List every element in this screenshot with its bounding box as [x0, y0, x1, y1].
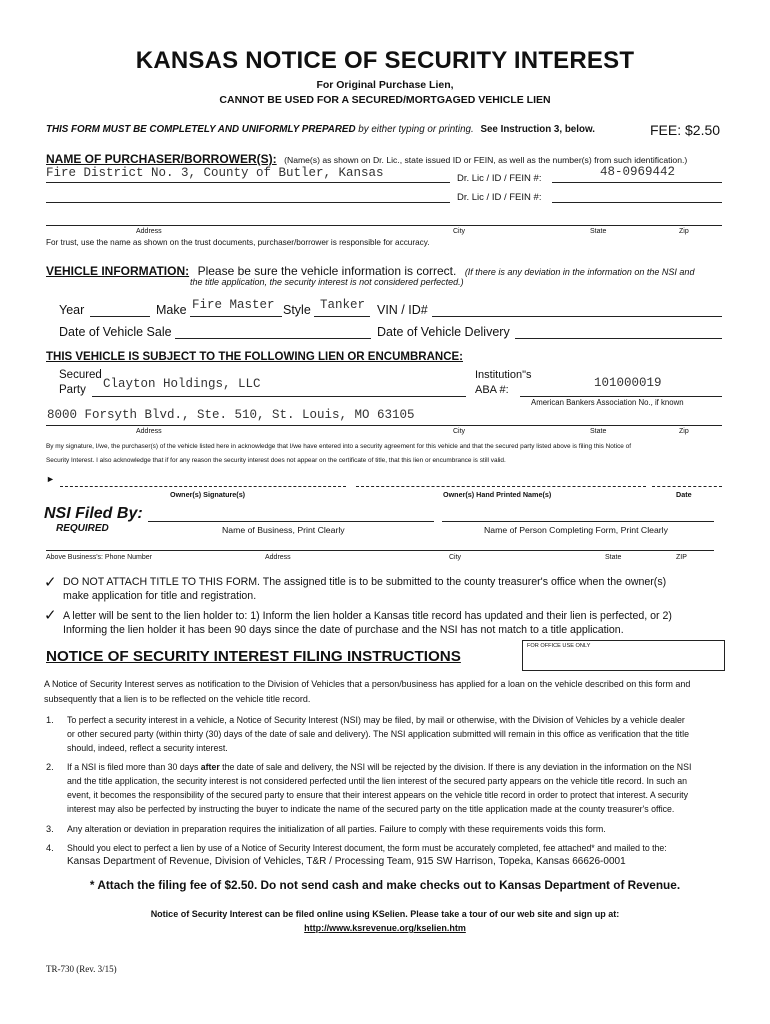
office-use-box: [522, 640, 725, 671]
fee-note: * Attach the filing fee of $2.50. Do not send cash and make checks out to Kansas Department of Revenue.: [89, 878, 681, 892]
check-item-2-line-2: Informing the lien holder it has been 90 days since the date of purchase and the NSI has not match to a title application.: [63, 624, 624, 636]
item-2-number: 2.: [46, 762, 54, 772]
make-value[interactable]: Fire Master: [192, 298, 275, 312]
purchaser-heading-note: (Name(s) as shown on Dr. Lic., state issued ID or FEIN, as well as the number(s) from such identification.): [284, 155, 688, 165]
purchaser-name-1-line: [46, 182, 450, 183]
owner-date-field[interactable]: [652, 486, 722, 487]
item-4-number: 4.: [46, 843, 54, 853]
owner-signature-label: Owner(s) Signature(s): [170, 490, 246, 499]
item-4-line-2: Kansas Department of Revenue, Division of Vehicles, T&R / Processing Team, 915 SW Harrison, Topeka, Kansas 66626-0001: [67, 856, 626, 867]
item-2-line-1b: after: [200, 762, 220, 772]
vehicle-warning-1: (If there is any deviation in the information on the NSI and: [464, 267, 695, 277]
signature-arrow-icon: ►: [46, 474, 55, 484]
business-contact-line[interactable]: [46, 550, 714, 551]
instructions-heading: NOTICE OF SECURITY INTEREST FILING INSTRUCTIONS: [46, 648, 461, 665]
check-item-2-line-1: A letter will be sent to the lien holder to: 1) Inform the lien holder a Kansas title record has updated and their lien is perfected, or 2): [63, 610, 672, 622]
purchaser-state-label: State: [590, 228, 607, 235]
office-use-label: FOR OFFICE USE ONLY: [527, 643, 591, 649]
nsi-filed-title: NSI Filed By:: [44, 505, 143, 522]
secured-party-line: [92, 396, 466, 397]
item-2-line-1c: the date of sale and delivery, the NSI will be rejected by the division. If there is any deviation in the information on the NSI: [222, 762, 692, 772]
business-state-label: State: [605, 554, 622, 561]
item-2-line-3: event, it becomes the responsibility of the secured party to ensure that their interest appears on the vehicle title record in order to protect that interest. A security: [67, 790, 689, 800]
date-sale-field[interactable]: [175, 338, 371, 339]
vehicle-warning-2: the title application, the security interest is not considered perfected.): [190, 277, 464, 287]
instructions-intro-2: subsequently that a lien is to be reflected on the vehicle title record.: [44, 694, 311, 704]
ack-line-2: Security Interest. I also acknowledge that if for any reason the security interest does not appear on the certificate of title, that this lien or encumbrance is still valid.: [46, 457, 506, 464]
person-name-label: [484, 525, 668, 535]
form-subtitle-2: CANNOT BE USED FOR A SECURED/MORTGAGED VEHICLE LIEN: [219, 94, 551, 106]
item-4-line-1: Should you elect to perfect a lien by use of a Notice of Security Interest document, the form must be accurately completed, fee attached* and mailed to the:: [67, 843, 667, 853]
aba-line: [520, 396, 722, 397]
instruction-reference: See Instruction 3, below.: [480, 124, 595, 135]
preparation-notice-bold: THIS FORM MUST BE COMPLETELY AND UNIFORMLY PREPARED: [46, 124, 356, 135]
secured-party-label-1: Secured: [59, 369, 102, 381]
check-item-1-line-1: DO NOT ATTACH TITLE TO THIS FORM. The assigned title is to be submitted to the county treasurer's office when the owner(s): [63, 576, 667, 588]
purchaser-heading: NAME OF PURCHASER/BORROWER(S):: [46, 152, 277, 166]
person-name-label-text: Name of Person Completing Form, Print Clearly: [484, 525, 668, 535]
item-1-line-1: To perfect a security interest in a vehicle, a Notice of Security Interest (NSI) may be filed, by mail or otherwise, with the Division of Vehicles by a vehicle dealer: [67, 715, 685, 725]
check-item-1-line-2: make application for title and registration.: [63, 590, 257, 602]
purchaser-name-2-line[interactable]: [46, 202, 450, 203]
purchaser-address-line[interactable]: [46, 225, 722, 226]
item-2-line-2: and the title application, the security interest is not considered perfected until the lien interest of the secured party appears on the vehicle title record. In such an: [67, 776, 688, 786]
date-sale-label: Date of Vehicle Sale: [59, 325, 172, 339]
aba-value[interactable]: 101000019: [594, 376, 662, 390]
purchaser-id-label-1: Dr. Lic / ID / FEIN #:: [457, 173, 542, 184]
preparation-notice: [46, 124, 595, 135]
institution-label-1: Institution"s: [475, 369, 532, 381]
purchaser-id-1-line: [552, 182, 722, 183]
owner-date-label: Date: [676, 490, 692, 499]
purchaser-address-label: Address: [136, 228, 162, 235]
item-3-text: Any alteration or deviation in preparation requires the initialization of all parties. Failure to comply with these requirements voids this form.: [67, 824, 606, 834]
secured-party-value[interactable]: Clayton Holdings, LLC: [103, 377, 261, 391]
purchaser-zip-label: Zip: [679, 228, 689, 235]
business-address-label: Address: [265, 554, 291, 561]
item-2-line-1: [67, 760, 691, 775]
lienholder-address-value[interactable]: 8000 Forsyth Blvd., Ste. 510, St. Louis, MO 63105: [47, 408, 415, 422]
make-line: [190, 316, 282, 317]
form-id: TR-730 (Rev. 3/15): [46, 964, 117, 974]
vehicle-text: Please be sure the vehicle information is correct.: [197, 264, 457, 278]
business-name-label: [222, 525, 345, 535]
phone-label: Above Business's: Phone Number: [46, 554, 153, 561]
form-subtitle-1: For Original Purchase Lien,: [316, 79, 454, 91]
secured-party-label-2: Party: [59, 384, 86, 396]
institution-label-2: ABA #:: [475, 384, 509, 396]
item-1-line-2: or other secured party (within thirty (30) days of the date of sale and delivery). The NSI application submitted will remain in this office as verification that the title: [67, 729, 689, 739]
preparation-notice-italic: by either typing or printing.: [358, 124, 474, 135]
lien-city-label: City: [453, 428, 466, 435]
lien-address-label: Address: [136, 428, 162, 435]
owner-signature-field[interactable]: [60, 486, 346, 487]
business-city-label: City: [449, 554, 462, 561]
vin-label: VIN / ID#: [377, 303, 428, 317]
aba-note: American Bankers Association No., if known: [531, 398, 684, 407]
style-label: Style: [283, 303, 311, 317]
vin-field[interactable]: [432, 316, 722, 317]
online-note-1: Notice of Security Interest can be filed online using KSelien. Please take a tour of our web site and sign up at:: [150, 909, 620, 919]
purchaser-city-label: City: [453, 228, 466, 235]
year-field[interactable]: [90, 316, 150, 317]
nsi-required-label: REQUIRED: [56, 523, 109, 534]
ack-line-1: By my signature, I/we, the purchaser(s) of the vehicle listed here in acknowledge that I/we have entered into a security agreement for this vehicle and that the secured party listed above is filing this Notice of: [46, 443, 632, 450]
trust-note: For trust, use the name as shown on the trust documents, purchaser/borrower is responsible for accuracy.: [46, 238, 430, 247]
style-line: [314, 316, 370, 317]
style-value[interactable]: Tanker: [320, 298, 366, 312]
owner-printed-name-label: Owner(s) Hand Printed Name(s): [443, 490, 552, 499]
instructions-intro-1: A Notice of Security Interest serves as notification to the Division of Vehicles that a person/business has applied for a loan on the vehicle described on this form and: [44, 679, 691, 689]
fee-label: FEE: $2.50: [650, 122, 721, 138]
lienholder-address-line: [46, 425, 722, 426]
date-delivery-field[interactable]: [515, 338, 722, 339]
purchaser-id-2-line[interactable]: [552, 202, 722, 203]
online-link[interactable]: http://www.ksrevenue.org/kselien.htm: [304, 923, 466, 933]
item-2-line-4: interest may also be perfected by instructing the buyer to indicate the name of the secured party on the title application made at the county treasurer's office.: [67, 804, 675, 814]
purchaser-id-1[interactable]: 48-0969442: [600, 165, 676, 179]
item-3-number: 3.: [46, 824, 54, 834]
lien-zip-label: Zip: [679, 428, 689, 435]
business-name-label-text: Name of Business, Print Clearly: [222, 525, 345, 535]
person-name-field[interactable]: [442, 521, 714, 522]
item-2-line-1a: If a NSI is filed more than 30 days: [67, 762, 199, 772]
make-label: Make: [156, 303, 187, 317]
check-mark-icon-2: ✓: [44, 607, 57, 624]
owner-printed-name-field[interactable]: [356, 486, 646, 487]
check-mark-icon-1: ✓: [44, 574, 57, 591]
lien-heading: THIS VEHICLE IS SUBJECT TO THE FOLLOWING LIEN OR ENCUMBRANCE:: [46, 351, 463, 363]
purchaser-name-1[interactable]: Fire District No. 3, County of Butler, Kansas: [46, 166, 384, 180]
vehicle-heading: VEHICLE INFORMATION:: [46, 264, 190, 278]
item-1-line-3: should, indeed, reflect a security interest.: [67, 743, 228, 753]
date-delivery-label: Date of Vehicle Delivery: [377, 325, 510, 339]
business-name-field[interactable]: [148, 521, 434, 522]
purchaser-id-label-2: Dr. Lic / ID / FEIN #:: [457, 192, 542, 203]
item-1-number: 1.: [46, 715, 54, 725]
form-title: KANSAS NOTICE OF SECURITY INTEREST: [135, 47, 635, 74]
lien-state-label: State: [590, 428, 607, 435]
year-label: Year: [59, 303, 85, 317]
business-zip-label: ZIP: [676, 554, 687, 561]
